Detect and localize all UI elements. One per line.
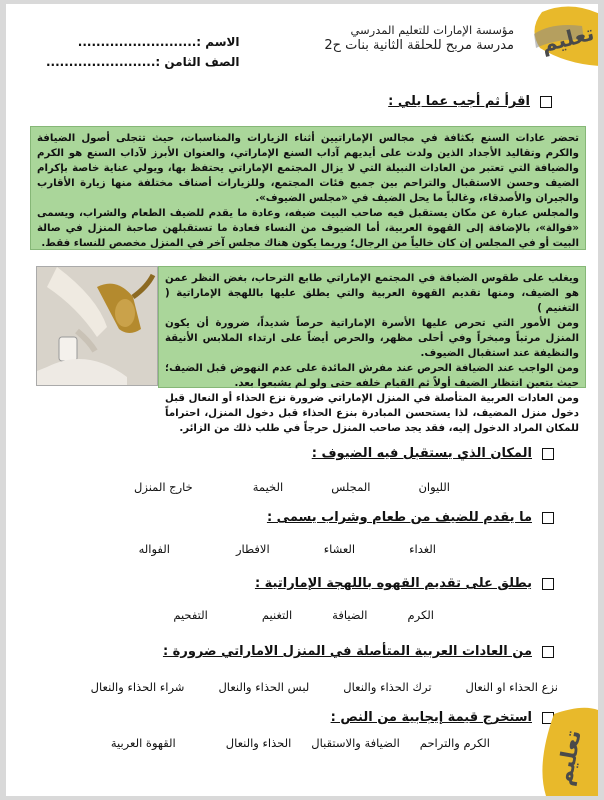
passage-paragraph-3: ويغلب على طقوس الضيافة في المجتمع الإماراتي طابع الترحاب، بغض النظر عمن هو الضيف، ومنها تقديم القهوة العربية والتي يطلق عليها باللهجة الإماراتية ( التغنيم )	[165, 273, 579, 314]
option-4[interactable]: التفحيم	[173, 608, 208, 622]
student-info	[46, 32, 240, 72]
question-4-options	[91, 680, 558, 694]
question-5-heading	[331, 710, 554, 725]
option-4[interactable]: شراء الحذاء والنعال	[90, 680, 185, 694]
option-1[interactable]: الغداء	[409, 542, 436, 556]
passage-paragraph-5: ومن الواجب عند الضيافة الحرص عند مفرش المائدة على عدم النهوض قبل الضيف؛ حيث يتعين انتظار الضيف أولاً ثم القيام خلفه حتى ولو لم يشبعوا بعد.	[165, 363, 579, 389]
option-1[interactable]: الليوان	[418, 480, 450, 494]
section-title: اقرأ ثم أجب عما يلي :	[388, 94, 530, 109]
checkbox-icon[interactable]	[542, 448, 554, 460]
question-2-title: ما يقدم للضيف من طعام وشراب يسمى :	[266, 510, 532, 525]
question-4-title: من العادات العربية المتأصلة في المنزل الاماراتي ضرورة :	[162, 644, 532, 659]
passage-paragraph-2: والمجلس عبارة عن مكان يستقبل فيه صاحب البيت ضيفه، وعادة ما يقدم للضيف الطعام والشراب، ويسمى «فوالة»، بالإضافة إلى القهوة العربية، أما الضيوف من النساء فعادة ما تستقبلهن صاحبة المنزل في صالة البيت أو في المجلس إن كان خالياً من الرجال؛ وربما يكون هناك مجلس آخر في المنزل مخصص للنساء فقط.	[37, 208, 579, 249]
option-2[interactable]: الضيافة	[332, 608, 368, 622]
checkbox-icon[interactable]	[542, 578, 554, 590]
question-1-title: المكان الذي يستقبل فيه الضيوف :	[311, 446, 532, 461]
option-4[interactable]: خارج المنزل	[134, 480, 193, 494]
checkbox-icon[interactable]	[542, 646, 554, 658]
option-1[interactable]: الكرم والتراحم	[419, 736, 490, 750]
taaleem-logo-bottom	[534, 704, 598, 796]
passage-block-1	[30, 126, 586, 250]
student-name-field[interactable]: الاسم :..........................	[77, 35, 240, 49]
question-3-title: يطلق على تقديم القهوه باللهجة الإماراتية :	[254, 576, 532, 591]
logo-text: تعليم	[538, 20, 597, 58]
passage-paragraph-4: ومن الأمور التي تحرص عليها الأسرة الإماراتية حرصاً شديداً، ضرورة أن يكون المنزل مرتباً ومبخراً وفي أحلى مظهر، والحرص أيضاً على ارتداء الملابس الأنيقة والنظيفة عند استقبال الضيوف.	[165, 318, 579, 359]
checkbox-icon[interactable]	[542, 512, 554, 524]
question-1-options	[134, 480, 450, 494]
option-2[interactable]: المجلس	[331, 480, 371, 494]
question-1-heading	[312, 446, 554, 461]
option-1[interactable]: نزع الحذاء او النعال	[465, 680, 558, 694]
question-4-heading	[163, 644, 554, 659]
option-4[interactable]: الفواله	[138, 542, 170, 556]
option-2[interactable]: الضيافة والاستقبال	[311, 736, 400, 750]
question-5-title: استخرج قيمة إيجابية من النص :	[330, 710, 532, 725]
checkbox-icon	[540, 96, 552, 108]
worksheet-page	[6, 4, 598, 796]
passage-paragraph-1: تحضر عادات السنع بكثافة في مجالس الإماراتيين أثناء الزيارات والمناسبات، حيث تتجلى أصول الضيافة والكرم وتقاليد الأجداد الذين ولدت على أيديهم آداب السنع الإماراتي، والعنوان الأبرز لآداب السنع هو الكرم والضيافة التي تعتبر من العادات النبيلة التي لا يزال المجتمع الإماراتي يحتفظ بها، ويولي عناية خاصة بإكرام الضيف وحسن الاستقبال والتراحم بين جميع فئات المجتمع، وللزيارات أصناف مختلفة منها زيارة الأقارب والجيران والأصدقاء، وغالباً ما يحل الضيف في «مجلس الضيوف».	[37, 133, 579, 204]
option-3[interactable]: التغنيم	[261, 608, 293, 622]
option-3[interactable]: الافطار	[235, 542, 270, 556]
logo-text-bottom: تعليم	[552, 728, 587, 788]
question-3-options	[173, 608, 434, 622]
question-5-options	[111, 736, 490, 750]
coffee-pouring-photo	[36, 266, 158, 386]
school-line-1: مؤسسة الإمارات للتعليم المدرسي	[350, 23, 514, 37]
option-3[interactable]: لبس الحذاء والنعال	[218, 680, 310, 694]
question-2-heading	[267, 510, 554, 525]
option-4[interactable]: القهوة العربية	[110, 736, 176, 750]
taaleem-logo	[522, 4, 598, 66]
school-line-2: مدرسة مربح للحلقة الثانية بنات ح2	[324, 38, 514, 53]
option-3[interactable]: الحذاء والنعال	[225, 736, 292, 750]
option-2[interactable]: ترك الحذاء والنعال	[343, 680, 432, 694]
student-grade-field[interactable]: الصف الثامن :........................	[46, 55, 240, 69]
section-heading	[388, 94, 552, 109]
option-3[interactable]: الخيمة	[252, 480, 284, 494]
option-1[interactable]: الكرم	[407, 608, 434, 622]
question-2-options	[139, 542, 436, 556]
passage-block-2	[158, 266, 586, 434]
passage-paragraph-6: ومن العادات العربية المتأصلة في المنزل الإماراتي ضرورة نزع الحذاء أو النعال قبل دخول منزل المضيف، لذا يستحسن المبادرة بنزع الحذاء قبل دخول المنزل، احتراماً للمكان المراد الدخول إليه، فقد يجد صاحب المنزل حرجاً في طلب ذلك من الزائر.	[165, 393, 579, 434]
school-info	[324, 22, 514, 54]
question-3-heading	[255, 576, 554, 591]
option-2[interactable]: العشاء	[323, 542, 356, 556]
